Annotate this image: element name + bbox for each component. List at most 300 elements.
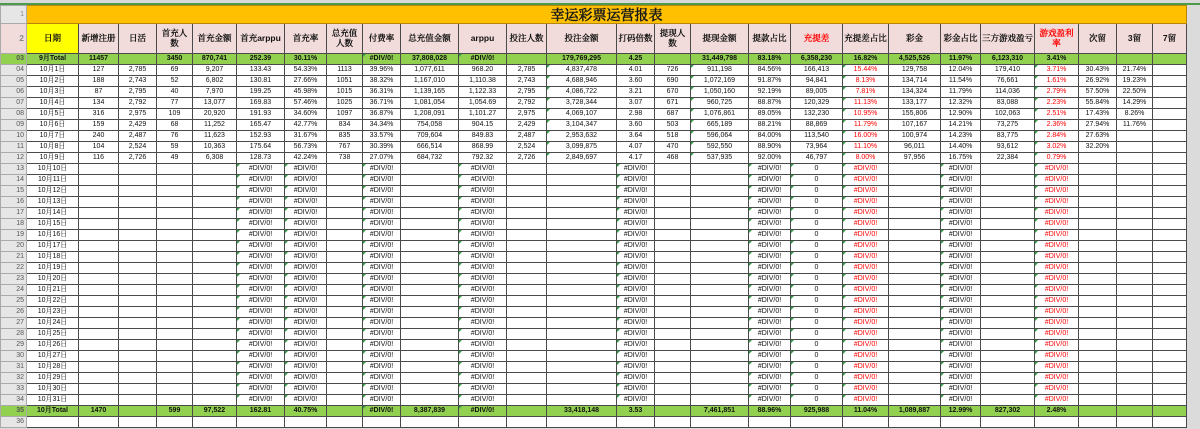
cell[interactable]: 179,410 (981, 65, 1035, 76)
cell[interactable]: 14.21% (941, 120, 981, 131)
cell[interactable] (1153, 87, 1187, 98)
cell[interactable]: #DIV/0! (941, 175, 981, 186)
cell[interactable] (655, 406, 691, 417)
cell[interactable] (157, 219, 193, 230)
cell[interactable] (547, 340, 617, 351)
cell[interactable] (655, 373, 691, 384)
cell[interactable] (79, 417, 119, 428)
cell[interactable] (1079, 197, 1117, 208)
cell[interactable] (1153, 329, 1187, 340)
column-header-4[interactable]: 首充金额 (193, 24, 237, 54)
cell[interactable]: #DIV/0! (617, 263, 655, 274)
cell[interactable] (157, 252, 193, 263)
cell[interactable] (1079, 208, 1117, 219)
cell[interactable]: 767 (327, 142, 363, 153)
cell[interactable] (889, 164, 941, 175)
cell[interactable]: 83,775 (981, 131, 1035, 142)
cell[interactable]: #DIV/0! (459, 208, 507, 219)
cell[interactable]: 4,688,946 (547, 76, 617, 87)
cell[interactable]: #DIV/0! (941, 164, 981, 175)
column-header-18[interactable]: 充提差占比 (843, 24, 889, 54)
cell[interactable] (1117, 252, 1153, 263)
cell[interactable]: 27.63% (1079, 131, 1117, 142)
cell[interactable] (157, 373, 193, 384)
cell[interactable]: #DIV/0! (843, 252, 889, 263)
cell[interactable] (1153, 340, 1187, 351)
cell[interactable] (1079, 153, 1117, 164)
cell[interactable] (1079, 307, 1117, 318)
row-number[interactable]: 04 (1, 65, 27, 76)
cell[interactable]: 0 (791, 263, 843, 274)
cell[interactable]: #DIV/0! (843, 329, 889, 340)
cell[interactable] (547, 296, 617, 307)
cell[interactable]: #DIV/0! (285, 241, 327, 252)
cell[interactable]: 0 (791, 395, 843, 406)
cell[interactable]: 107,167 (889, 120, 941, 131)
cell[interactable]: 68 (157, 120, 193, 131)
cell[interactable] (691, 296, 749, 307)
cell[interactable]: 30.43% (1079, 65, 1117, 76)
cell[interactable]: 33.57% (363, 131, 401, 142)
cell[interactable] (691, 318, 749, 329)
column-header-17[interactable]: 充提差 (791, 24, 843, 54)
cell[interactable] (327, 417, 363, 428)
cell[interactable] (119, 241, 157, 252)
cell[interactable]: 503 (655, 120, 691, 131)
cell[interactable] (157, 186, 193, 197)
cell[interactable]: 8,387,839 (401, 406, 459, 417)
cell[interactable]: 12.04% (941, 65, 981, 76)
cell[interactable]: 49 (157, 153, 193, 164)
cell[interactable]: #DIV/0! (363, 219, 401, 230)
cell[interactable]: 0 (791, 274, 843, 285)
cell[interactable] (401, 395, 459, 406)
cell[interactable] (27, 417, 79, 428)
cell[interactable] (1153, 230, 1187, 241)
cell[interactable] (981, 285, 1035, 296)
column-header-21[interactable]: 三方游戏盈亏 (981, 24, 1035, 54)
cell[interactable]: #DIV/0! (285, 274, 327, 285)
cell[interactable]: #DIV/0! (237, 241, 285, 252)
cell[interactable]: 2.48% (1035, 406, 1079, 417)
cell[interactable]: #DIV/0! (237, 197, 285, 208)
cell[interactable]: #DIV/0! (617, 164, 655, 175)
cell[interactable] (981, 395, 1035, 406)
cell[interactable]: 904.15 (459, 120, 507, 131)
cell[interactable]: #DIV/0! (843, 285, 889, 296)
cell[interactable] (79, 208, 119, 219)
cell[interactable] (327, 230, 363, 241)
column-header-15[interactable]: 提现金额 (691, 24, 749, 54)
row-number[interactable]: 03 (1, 54, 27, 65)
cell[interactable]: 134 (79, 98, 119, 109)
cell[interactable] (507, 417, 547, 428)
cell[interactable] (119, 329, 157, 340)
cell[interactable] (79, 219, 119, 230)
cell[interactable] (401, 175, 459, 186)
cell[interactable]: #DIV/0! (285, 186, 327, 197)
cell[interactable] (1153, 307, 1187, 318)
cell[interactable]: #DIV/0! (459, 373, 507, 384)
cell[interactable] (79, 329, 119, 340)
cell[interactable]: #DIV/0! (459, 241, 507, 252)
column-header-1[interactable]: 新增注册 (79, 24, 119, 54)
cell[interactable] (981, 307, 1035, 318)
row-number[interactable]: 10 (1, 131, 27, 142)
cell[interactable] (507, 54, 547, 65)
cell[interactable] (79, 296, 119, 307)
cell[interactable]: 690 (655, 76, 691, 87)
cell[interactable]: 128.73 (237, 153, 285, 164)
cell[interactable]: #DIV/0! (843, 395, 889, 406)
cell[interactable]: #DIV/0! (459, 351, 507, 362)
cell[interactable]: 0.79% (1035, 153, 1079, 164)
cell[interactable] (459, 417, 507, 428)
cell[interactable]: 0 (791, 208, 843, 219)
cell[interactable] (193, 384, 237, 395)
cell[interactable] (193, 230, 237, 241)
column-header-6[interactable]: 首充率 (285, 24, 327, 54)
cell[interactable] (157, 208, 193, 219)
cell[interactable]: #DIV/0! (459, 406, 507, 417)
cell[interactable] (327, 263, 363, 274)
cell[interactable]: #DIV/0! (843, 219, 889, 230)
cell[interactable] (119, 351, 157, 362)
cell[interactable]: 45.98% (285, 87, 327, 98)
date-cell[interactable]: 10月18日 (27, 252, 79, 263)
cell[interactable]: 2,726 (507, 153, 547, 164)
cell[interactable] (749, 417, 791, 428)
cell[interactable] (547, 175, 617, 186)
cell[interactable]: #DIV/0! (459, 395, 507, 406)
cell[interactable]: #DIV/0! (617, 285, 655, 296)
cell[interactable]: #DIV/0! (237, 263, 285, 274)
cell[interactable] (547, 362, 617, 373)
cell[interactable] (507, 274, 547, 285)
row-number[interactable]: 31 (1, 362, 27, 373)
cell[interactable]: #DIV/0! (749, 384, 791, 395)
cell[interactable]: #DIV/0! (459, 54, 507, 65)
cell[interactable] (119, 164, 157, 175)
cell[interactable] (1079, 54, 1117, 65)
cell[interactable] (547, 373, 617, 384)
cell[interactable] (1079, 384, 1117, 395)
cell[interactable]: 0 (791, 296, 843, 307)
cell[interactable]: #DIV/0! (363, 318, 401, 329)
cell[interactable]: 1,076,861 (691, 109, 749, 120)
cell[interactable] (889, 307, 941, 318)
cell[interactable] (1079, 417, 1117, 428)
cell[interactable] (1153, 164, 1187, 175)
cell[interactable] (237, 417, 285, 428)
cell[interactable]: 114,036 (981, 87, 1035, 98)
cell[interactable]: 33,418,148 (547, 406, 617, 417)
cell[interactable]: #DIV/0! (459, 186, 507, 197)
cell[interactable]: 36.71% (363, 98, 401, 109)
cell[interactable] (691, 362, 749, 373)
cell[interactable]: #DIV/0! (749, 252, 791, 263)
date-cell[interactable]: 10月23日 (27, 307, 79, 318)
cell[interactable]: 109 (157, 109, 193, 120)
cell[interactable]: #DIV/0! (843, 175, 889, 186)
cell[interactable]: #DIV/0! (285, 175, 327, 186)
cell[interactable]: 1,139,165 (401, 87, 459, 98)
cell[interactable]: 592,550 (691, 142, 749, 153)
cell[interactable] (791, 417, 843, 428)
cell[interactable] (1117, 351, 1153, 362)
cell[interactable]: #DIV/0! (1035, 208, 1079, 219)
cell[interactable] (889, 329, 941, 340)
cell[interactable]: #DIV/0! (459, 274, 507, 285)
cell[interactable] (547, 417, 617, 428)
cell[interactable]: #DIV/0! (941, 285, 981, 296)
cell[interactable]: #DIV/0! (363, 252, 401, 263)
cell[interactable]: 73,964 (791, 142, 843, 153)
cell[interactable]: 252.39 (237, 54, 285, 65)
cell[interactable]: 166,413 (791, 65, 843, 76)
cell[interactable]: #DIV/0! (285, 373, 327, 384)
cell[interactable]: #DIV/0! (941, 197, 981, 208)
cell[interactable] (79, 175, 119, 186)
cell[interactable] (1153, 98, 1187, 109)
date-cell[interactable]: 10月21日 (27, 285, 79, 296)
cell[interactable]: 57.46% (285, 98, 327, 109)
cell[interactable]: #DIV/0! (617, 186, 655, 197)
cell[interactable]: #DIV/0! (363, 373, 401, 384)
cell[interactable] (1117, 395, 1153, 406)
cell[interactable] (157, 230, 193, 241)
cell[interactable]: 56.73% (285, 142, 327, 153)
cell[interactable] (327, 252, 363, 263)
cell[interactable]: 83.18% (749, 54, 791, 65)
cell[interactable] (691, 329, 749, 340)
cell[interactable] (655, 186, 691, 197)
cell[interactable]: #DIV/0! (749, 340, 791, 351)
cell[interactable] (655, 307, 691, 318)
cell[interactable]: 76 (157, 131, 193, 142)
cell[interactable]: 1,208,091 (401, 109, 459, 120)
cell[interactable]: 113,540 (791, 131, 843, 142)
cell[interactable]: 4.07 (617, 142, 655, 153)
cell[interactable] (1153, 351, 1187, 362)
date-cell[interactable]: 10月25日 (27, 329, 79, 340)
row-number[interactable]: 15 (1, 186, 27, 197)
cell[interactable] (327, 274, 363, 285)
cell[interactable] (119, 285, 157, 296)
cell[interactable]: #DIV/0! (237, 395, 285, 406)
row-number[interactable]: 19 (1, 230, 27, 241)
cell[interactable]: 870,741 (193, 54, 237, 65)
cell[interactable]: 2,429 (119, 120, 157, 131)
cell[interactable]: #DIV/0! (1035, 285, 1079, 296)
cell[interactable] (547, 219, 617, 230)
cell[interactable]: #DIV/0! (617, 230, 655, 241)
cell[interactable]: 13,077 (193, 98, 237, 109)
cell[interactable] (157, 307, 193, 318)
cell[interactable]: #DIV/0! (749, 351, 791, 362)
cell[interactable] (327, 219, 363, 230)
cell[interactable] (1117, 208, 1153, 219)
cell[interactable]: 52 (157, 76, 193, 87)
cell[interactable] (981, 296, 1035, 307)
cell[interactable]: 169.83 (237, 98, 285, 109)
cell[interactable]: 849.83 (459, 131, 507, 142)
cell[interactable]: 2,743 (119, 76, 157, 87)
cell[interactable] (193, 285, 237, 296)
cell[interactable]: 4.17 (617, 153, 655, 164)
cell[interactable]: #DIV/0! (843, 197, 889, 208)
cell[interactable] (889, 340, 941, 351)
cell[interactable]: 3.64 (617, 131, 655, 142)
row-number[interactable]: 27 (1, 318, 27, 329)
cell[interactable] (1153, 120, 1187, 131)
cell[interactable]: 2,743 (507, 76, 547, 87)
cell[interactable] (655, 329, 691, 340)
cell[interactable]: 1113 (327, 65, 363, 76)
cell[interactable]: 834 (327, 120, 363, 131)
cell[interactable] (691, 274, 749, 285)
cell[interactable] (1079, 252, 1117, 263)
cell[interactable]: 2,429 (507, 120, 547, 131)
cell[interactable] (889, 208, 941, 219)
cell[interactable] (1117, 384, 1153, 395)
cell[interactable]: #DIV/0! (237, 296, 285, 307)
cell[interactable] (655, 197, 691, 208)
cell[interactable]: 2.84% (1035, 131, 1079, 142)
cell[interactable] (1117, 274, 1153, 285)
cell[interactable]: 26.92% (1079, 76, 1117, 87)
cell[interactable]: 0 (791, 351, 843, 362)
cell[interactable]: #DIV/0! (617, 373, 655, 384)
cell[interactable] (547, 241, 617, 252)
cell[interactable] (157, 197, 193, 208)
cell[interactable]: 59 (157, 142, 193, 153)
cell[interactable] (401, 318, 459, 329)
cell[interactable]: 6,802 (193, 76, 237, 87)
cell[interactable]: 2,487 (507, 131, 547, 142)
cell[interactable]: 6,308 (193, 153, 237, 164)
cell[interactable] (119, 395, 157, 406)
cell[interactable]: #DIV/0! (617, 329, 655, 340)
cell[interactable] (547, 318, 617, 329)
cell[interactable] (1117, 340, 1153, 351)
cell[interactable]: 1470 (79, 406, 119, 417)
cell[interactable]: 599 (157, 406, 193, 417)
cell[interactable]: 40 (157, 87, 193, 98)
cell[interactable] (981, 362, 1035, 373)
cell[interactable]: 960,725 (691, 98, 749, 109)
cell[interactable]: 39.96% (363, 65, 401, 76)
cell[interactable]: 11.79% (941, 87, 981, 98)
cell[interactable]: #DIV/0! (459, 340, 507, 351)
cell[interactable] (119, 406, 157, 417)
row-number[interactable]: 29 (1, 340, 27, 351)
cell[interactable]: #DIV/0! (843, 296, 889, 307)
cell[interactable]: 0 (791, 285, 843, 296)
cell[interactable] (655, 296, 691, 307)
cell[interactable]: 11457 (79, 54, 119, 65)
cell[interactable]: #DIV/0! (285, 285, 327, 296)
cell[interactable]: #DIV/0! (459, 263, 507, 274)
row-number[interactable]: 35 (1, 406, 27, 417)
cell[interactable] (889, 417, 941, 428)
cell[interactable]: #DIV/0! (459, 252, 507, 263)
cell[interactable] (691, 351, 749, 362)
cell[interactable]: #DIV/0! (617, 241, 655, 252)
cell[interactable]: 827,302 (981, 406, 1035, 417)
cell[interactable] (691, 164, 749, 175)
cell[interactable] (79, 307, 119, 318)
cell[interactable]: 92.19% (749, 87, 791, 98)
cell[interactable] (401, 186, 459, 197)
cell[interactable]: 2,487 (119, 131, 157, 142)
cell[interactable] (691, 417, 749, 428)
cell[interactable]: 1,077,611 (401, 65, 459, 76)
cell[interactable]: 11.04% (843, 406, 889, 417)
cell[interactable]: 91.87% (749, 76, 791, 87)
cell[interactable] (1117, 197, 1153, 208)
date-cell[interactable]: 10月16日 (27, 230, 79, 241)
cell[interactable] (547, 263, 617, 274)
cell[interactable]: 104 (79, 142, 119, 153)
cell[interactable]: 159 (79, 120, 119, 131)
cell[interactable] (193, 219, 237, 230)
row-number[interactable]: 30 (1, 351, 27, 362)
cell[interactable]: #DIV/0! (285, 197, 327, 208)
date-cell[interactable]: 10月24日 (27, 318, 79, 329)
cell[interactable]: 8.26% (1117, 109, 1153, 120)
cell[interactable]: #DIV/0! (1035, 230, 1079, 241)
cell[interactable]: 97,522 (193, 406, 237, 417)
cell[interactable] (119, 175, 157, 186)
cell[interactable] (691, 395, 749, 406)
row-number[interactable]: 24 (1, 285, 27, 296)
cell[interactable] (327, 395, 363, 406)
cell[interactable] (981, 186, 1035, 197)
cell[interactable]: 15.44% (843, 65, 889, 76)
cell[interactable] (1153, 395, 1187, 406)
cell[interactable] (327, 362, 363, 373)
date-cell[interactable]: 9月Total (27, 54, 79, 65)
cell[interactable]: #DIV/0! (617, 384, 655, 395)
cell[interactable]: #DIV/0! (1035, 219, 1079, 230)
cell[interactable] (327, 164, 363, 175)
cell[interactable]: 76,661 (981, 76, 1035, 87)
cell[interactable] (507, 230, 547, 241)
column-header-2[interactable]: 日活 (119, 24, 157, 54)
cell[interactable]: 199.25 (237, 87, 285, 98)
row-number[interactable]: 13 (1, 164, 27, 175)
cell[interactable]: #DIV/0! (363, 263, 401, 274)
column-header-10[interactable]: arppu (459, 24, 507, 54)
cell[interactable]: #DIV/0! (459, 307, 507, 318)
cell[interactable]: 89,005 (791, 87, 843, 98)
cell[interactable] (79, 340, 119, 351)
cell[interactable]: #DIV/0! (749, 274, 791, 285)
row-number[interactable]: 1 (1, 6, 27, 24)
cell[interactable]: 34.60% (285, 109, 327, 120)
cell[interactable]: 11.10% (843, 142, 889, 153)
cell[interactable]: #DIV/0! (1035, 164, 1079, 175)
cell[interactable] (889, 318, 941, 329)
cell[interactable] (655, 362, 691, 373)
cell[interactable]: 100,974 (889, 131, 941, 142)
cell[interactable]: 0 (791, 384, 843, 395)
cell[interactable] (981, 230, 1035, 241)
cell[interactable]: 709,604 (401, 131, 459, 142)
cell[interactable]: 2,792 (119, 98, 157, 109)
cell[interactable]: 3.21 (617, 87, 655, 98)
